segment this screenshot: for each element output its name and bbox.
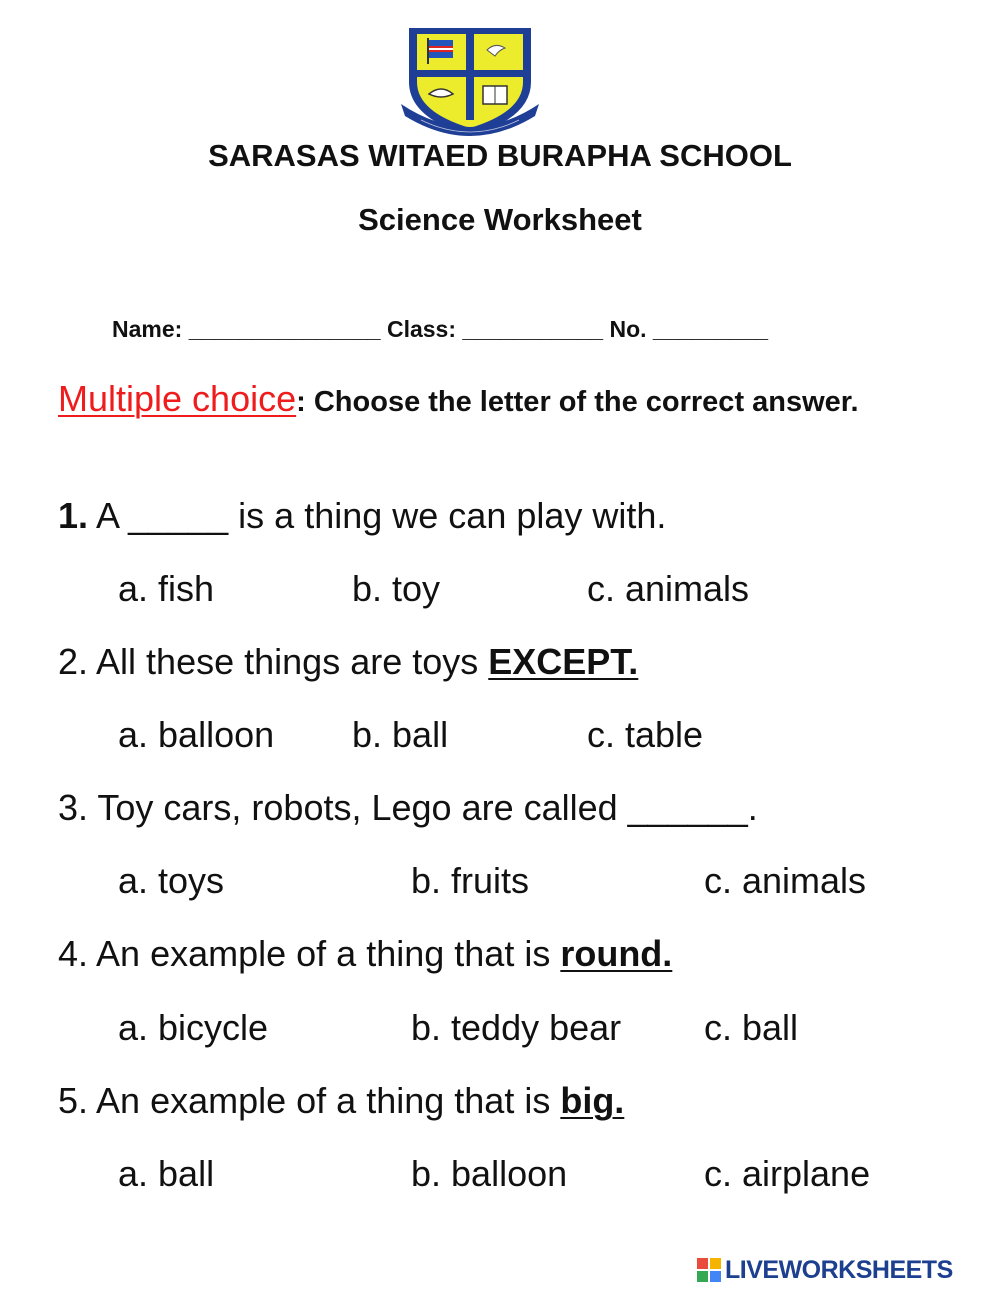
question-3-option-a[interactable]: a. toys <box>118 860 225 901</box>
question-text: A _____ is a thing we can play with. <box>88 495 667 536</box>
question-text: Toy cars, robots, Lego are called ______. <box>88 787 758 828</box>
question-2-option-c[interactable]: c. table <box>587 714 704 755</box>
question-5 <box>58 1080 624 1122</box>
question-text: An example of a thing that is <box>88 1080 561 1121</box>
question-2-option-b[interactable]: b. ball <box>352 714 449 755</box>
question-1 <box>58 495 666 537</box>
question-4 <box>58 933 672 975</box>
question-5-option-b[interactable]: b. balloon <box>411 1153 568 1194</box>
question-3-option-b[interactable]: b. fruits <box>411 860 530 901</box>
question-number: 4. <box>58 933 89 974</box>
question-1-option-c[interactable]: c. animals <box>587 568 750 609</box>
question-4-option-b[interactable]: b. teddy bear <box>411 1007 622 1048</box>
question-keyword: big. <box>560 1080 625 1121</box>
question-5-option-a[interactable]: a. ball <box>118 1153 215 1194</box>
liveworksheets-brand: LIVEWORKSHEETS <box>725 1255 953 1284</box>
question-2-option-a[interactable]: a. balloon <box>118 714 275 755</box>
question-4-option-c[interactable]: c. ball <box>704 1007 799 1048</box>
question-2 <box>58 641 638 683</box>
question-3-option-c[interactable]: c. animals <box>704 860 867 901</box>
multiple-choice-label: Multiple choice <box>58 378 297 419</box>
worksheet-title: Science Worksheet <box>358 202 642 237</box>
school-name: SARASAS WITAED BURAPHA SCHOOL <box>208 138 792 173</box>
question-number: 1. <box>58 495 89 536</box>
question-text: All these things are toys <box>88 641 489 682</box>
question-text: An example of a thing that is <box>88 933 561 974</box>
question-number: 2. <box>58 641 89 682</box>
school-crest-icon <box>395 20 545 140</box>
liveworksheets-footer <box>697 1254 953 1286</box>
question-keyword: round. <box>560 933 673 974</box>
question-4-option-a[interactable]: a. bicycle <box>118 1007 269 1048</box>
question-number: 5. <box>58 1080 89 1121</box>
liveworksheets-logo-icon <box>697 1258 721 1282</box>
question-keyword: EXCEPT. <box>488 641 639 682</box>
student-info-line: Name: _______________ Class: ___________ No. _________ <box>112 316 769 342</box>
question-number: 3. <box>58 787 89 828</box>
question-5-option-c[interactable]: c. airplane <box>704 1153 871 1194</box>
question-3 <box>58 787 758 829</box>
instructions-colon: : <box>296 386 306 418</box>
question-1-option-b[interactable]: b. toy <box>352 568 441 609</box>
question-1-option-a[interactable]: a. fish <box>118 568 215 609</box>
instructions-text: Choose the letter of the correct answer. <box>305 386 859 418</box>
instructions <box>58 372 938 429</box>
